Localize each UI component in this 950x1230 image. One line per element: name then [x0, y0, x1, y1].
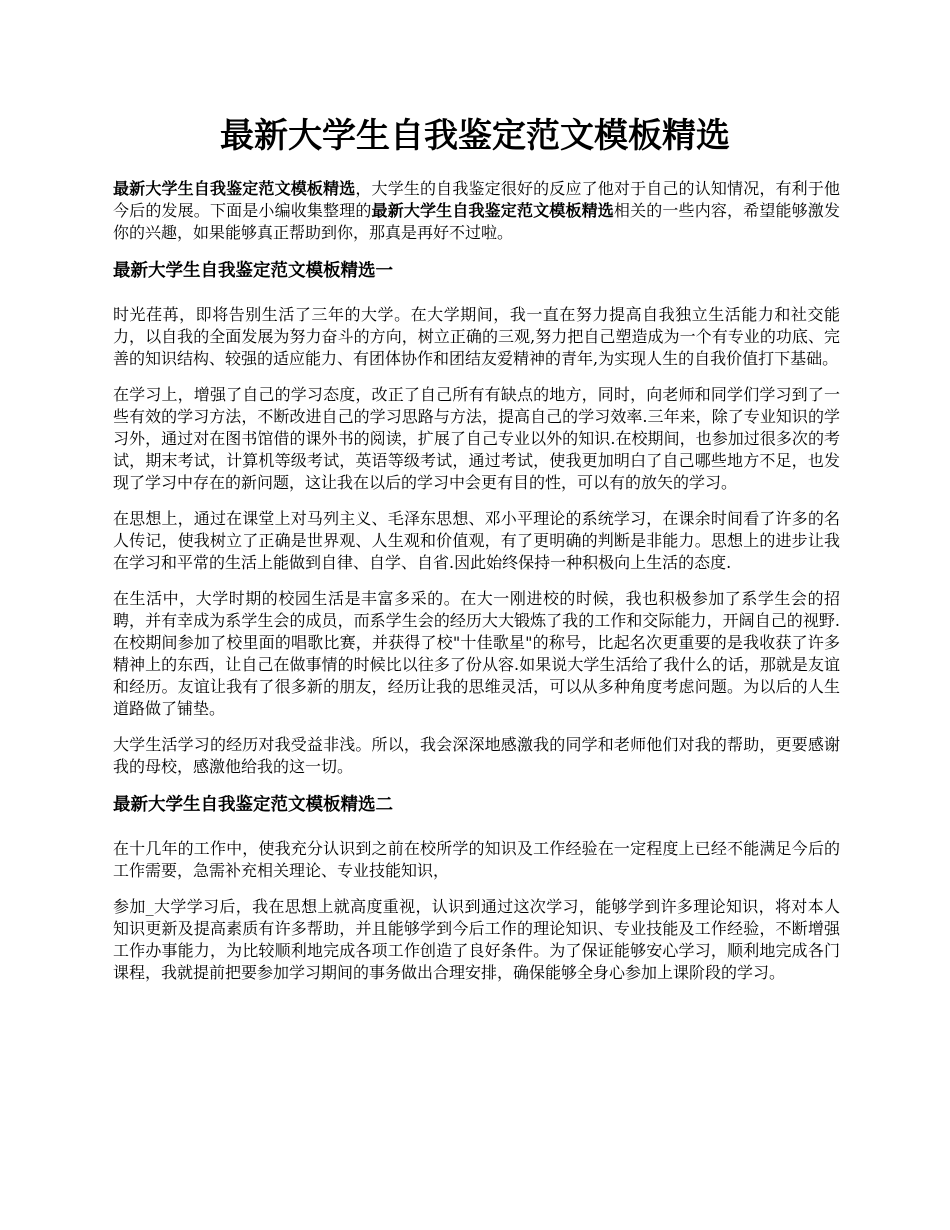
body-paragraph: 参加_大学学习后，我在思想上就高度重视，认识到通过这次学习，能够学到许多理论知识，将对本人知识更新及提高素质有许多帮助，并且能够学到今后工作的理论知识、专业技能及工作经验，不断增强工作办事能力，为比较顺利地完成各项工作创造了良好条件。为了保证能够安心学习，顺利地完成各门课程，我就提前把要参加学习期间的事务做出合理安排，确保能够全身心参加上课阶段的学习。	[113, 897, 840, 982]
intro-bold-keyword: 最新大学生自我鉴定范文模板精选	[113, 179, 356, 198]
intro-text: 相关的一些内容，希望能够激发你的兴趣，如果能够真正帮助到你，那真是再好不过啦。	[113, 201, 840, 242]
body-paragraph: 大学生活学习的经历对我受益非浅。所以，我会深深地感激我的同学和老师他们对我的帮助，更要感谢我的母校，感激他给我的这一切。	[113, 735, 840, 776]
body-paragraph: 在思想上，通过在课堂上对马列主义、毛泽东思想、邓小平理论的系统学习，在课余时间看了许多的名人传记，使我树立了正确是世界观、人生观和价值观，有了更明确的判断是非能力。思想上的进步让我在学习和平常的生活上能做到自律、自学、自省.因此始终保持一种积极向上生活的态度.	[113, 509, 840, 572]
intro-bold-keyword: 最新大学生自我鉴定范文模板精选	[371, 201, 614, 220]
document-title: 最新大学生自我鉴定范文模板精选	[220, 116, 730, 156]
body-paragraph: 时光荏苒，即将告别生活了三年的大学。在大学期间，我一直在努力提高自我独立生活能力和社交能力，以自我的全面发展为努力奋斗的方向，树立正确的三观,努力把自己塑造成为一个有专业的功底、完善的知识结构、较强的适应能力、有团体协作和团结友爱精神的青年,为实现人生的自我价值打下基础。	[113, 305, 840, 368]
body-paragraph: 在生活中，大学时期的校园生活是丰富多采的。在大一刚进校的时候，我也积极参加了系学生会的招聘，并有幸成为系学生会的成员，而系学生会的经历大大锻炼了我的工作和交际能力，开阔自己的视野.在校期间参加了校里面的唱歌比赛，并获得了校"十佳歌星"的称号，比起名次更重要的是我收获了许多精神上的东西，让自己在做事情的时候比以往多了份从容.如果说大学生活给了我什么的话，那就是友谊和经历。友谊让我有了很多新的朋友，经历让我的思维灵活，可以从多种角度考虑问题。为以后的人生道路做了铺垫。	[113, 589, 840, 718]
section-heading-1: 最新大学生自我鉴定范文模板精选一	[113, 261, 393, 281]
document-body	[113, 178, 840, 998]
body-paragraph: 在十几年的工作中，使我充分认识到之前在校所学的知识及工作经验在一定程度上已经不能满足今后的工作需要，急需补充相关理论、专业技能知识，	[113, 839, 840, 880]
section-heading-2: 最新大学生自我鉴定范文模板精选二	[113, 795, 393, 815]
intro-text: ，大学生的自我鉴定很好的反应了他对于自己的认知情况，有利于他今后的发展。下面是小编收集整理的	[113, 179, 840, 220]
body-paragraph: 在学习上，增强了自己的学习态度，改正了自己所有有缺点的地方，同时，向老师和同学们学习到了一些有效的学习方法，不断改进自己的学习思路与方法，提高自己的学习效率.三年来，除了专业知识的学习外，通过对在图书馆借的课外书的阅读，扩展了自己专业以外的知识.在校期间，也参加过很多次的考试，期末考试，计算机等级考试，英语等级考试，通过考试，使我更加明白了自己哪些地方不足，也发现了学习中存在的新问题，这让我在以后的学习中会更有目的性，可以有的放矢的学习。	[113, 385, 840, 492]
intro-paragraph	[113, 178, 840, 244]
